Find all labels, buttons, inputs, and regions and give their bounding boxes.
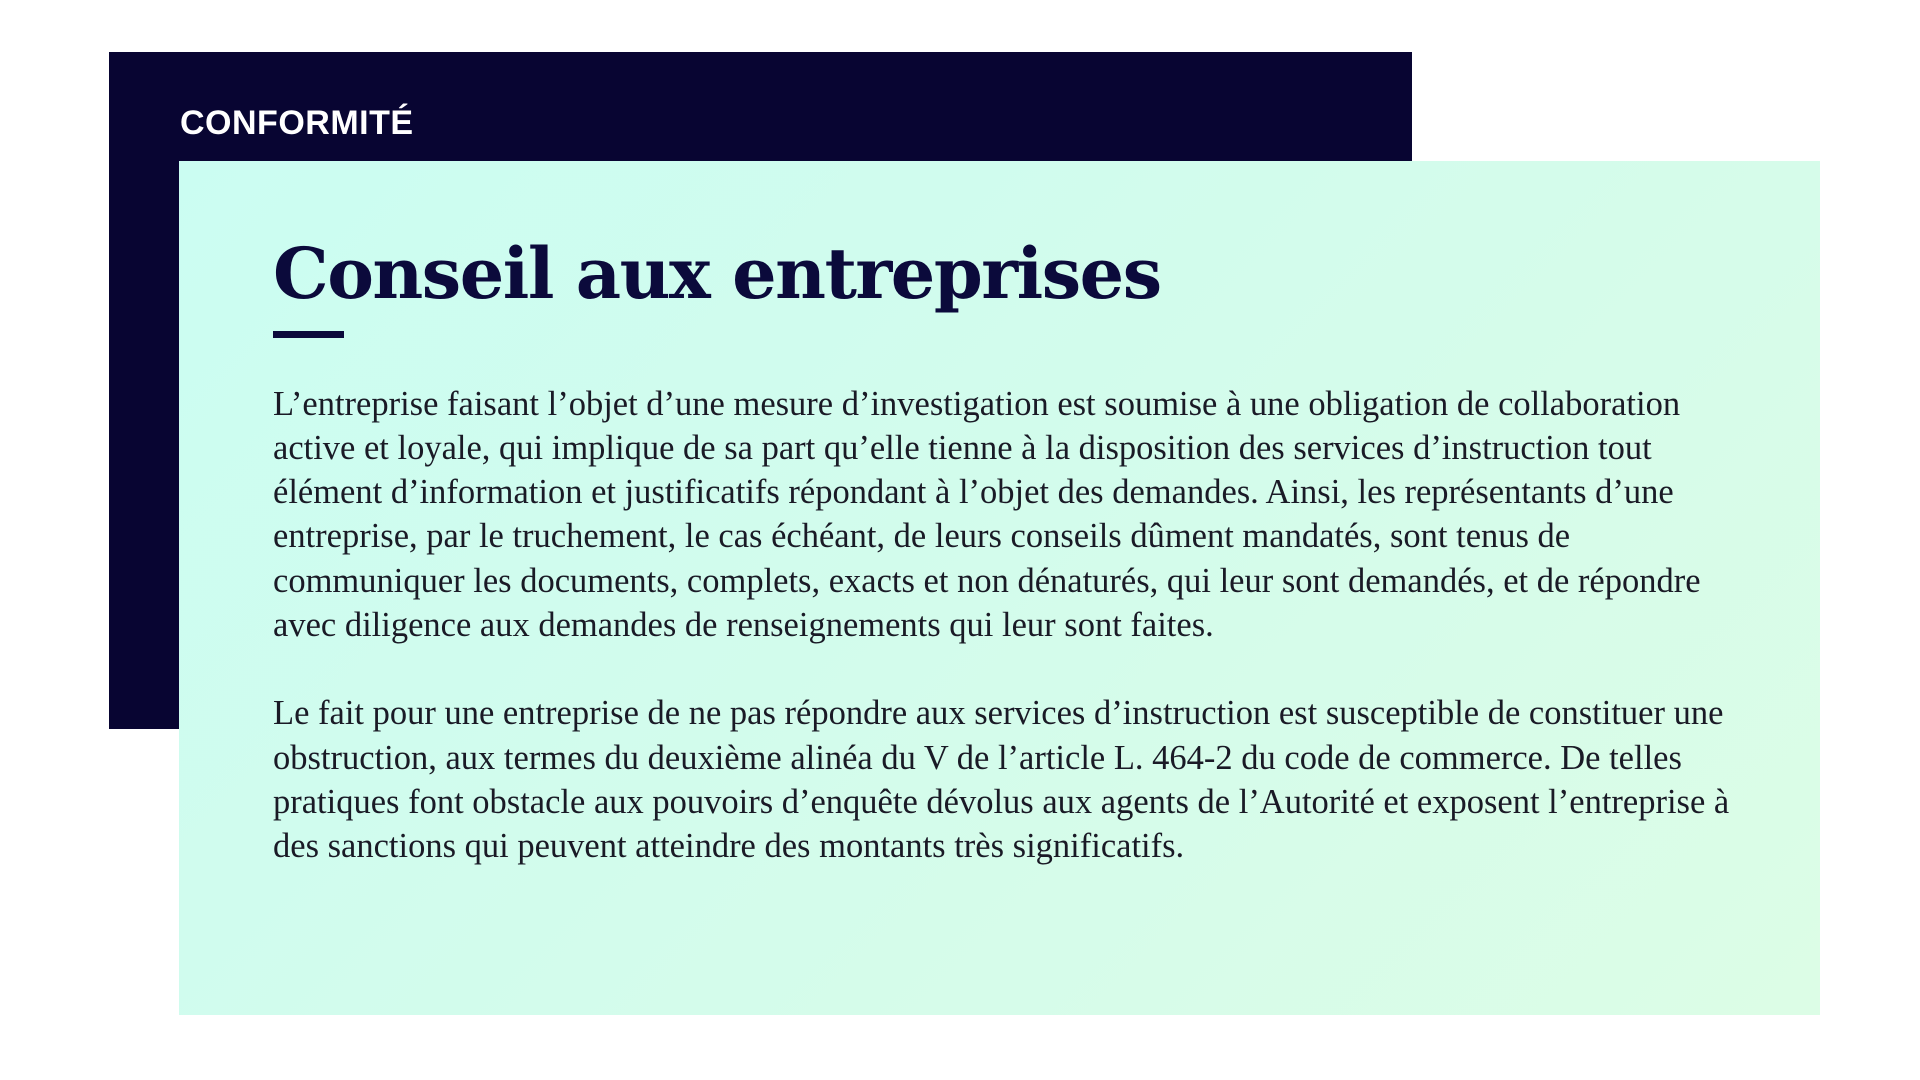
category-label: CONFORMITÉ (180, 104, 414, 142)
body-paragraph-1: L’entreprise faisant l’objet d’une mesure d’investigation est soumise à une obligation de collaboration active et loyale, qui implique de sa part qu’elle tienne à la disposition des services d’instruction tout élément d’information et justificatifs répondant à l’objet des demandes. Ainsi, les représentants d’une entreprise, par le truchement, le cas échéant, de leurs conseils dûment mandatés, sont tenus de communiquer les documents, complets, exacts et non dénaturés, qui leur sont demandés, et de répondre avec diligence aux demandes de renseignements qui leur sont faites. (273, 384, 1701, 644)
page-title: Conseil aux entreprises (273, 232, 1161, 315)
body-paragraph-2: Le fait pour une entreprise de ne pas répondre aux services d’instruction est susceptible de constituer une obstruction, aux termes du deuxième alinéa du V de l’article L. 464-2 du code de commerce. De telles pratiques font obstacle aux pouvoirs d’enquête dévolus aux agents de l’Autorité et exposent l’entreprise à des sanctions qui peuvent atteindre des montants très significatifs. (273, 694, 1730, 866)
title-underline (273, 331, 344, 338)
content-card (179, 161, 1820, 1015)
